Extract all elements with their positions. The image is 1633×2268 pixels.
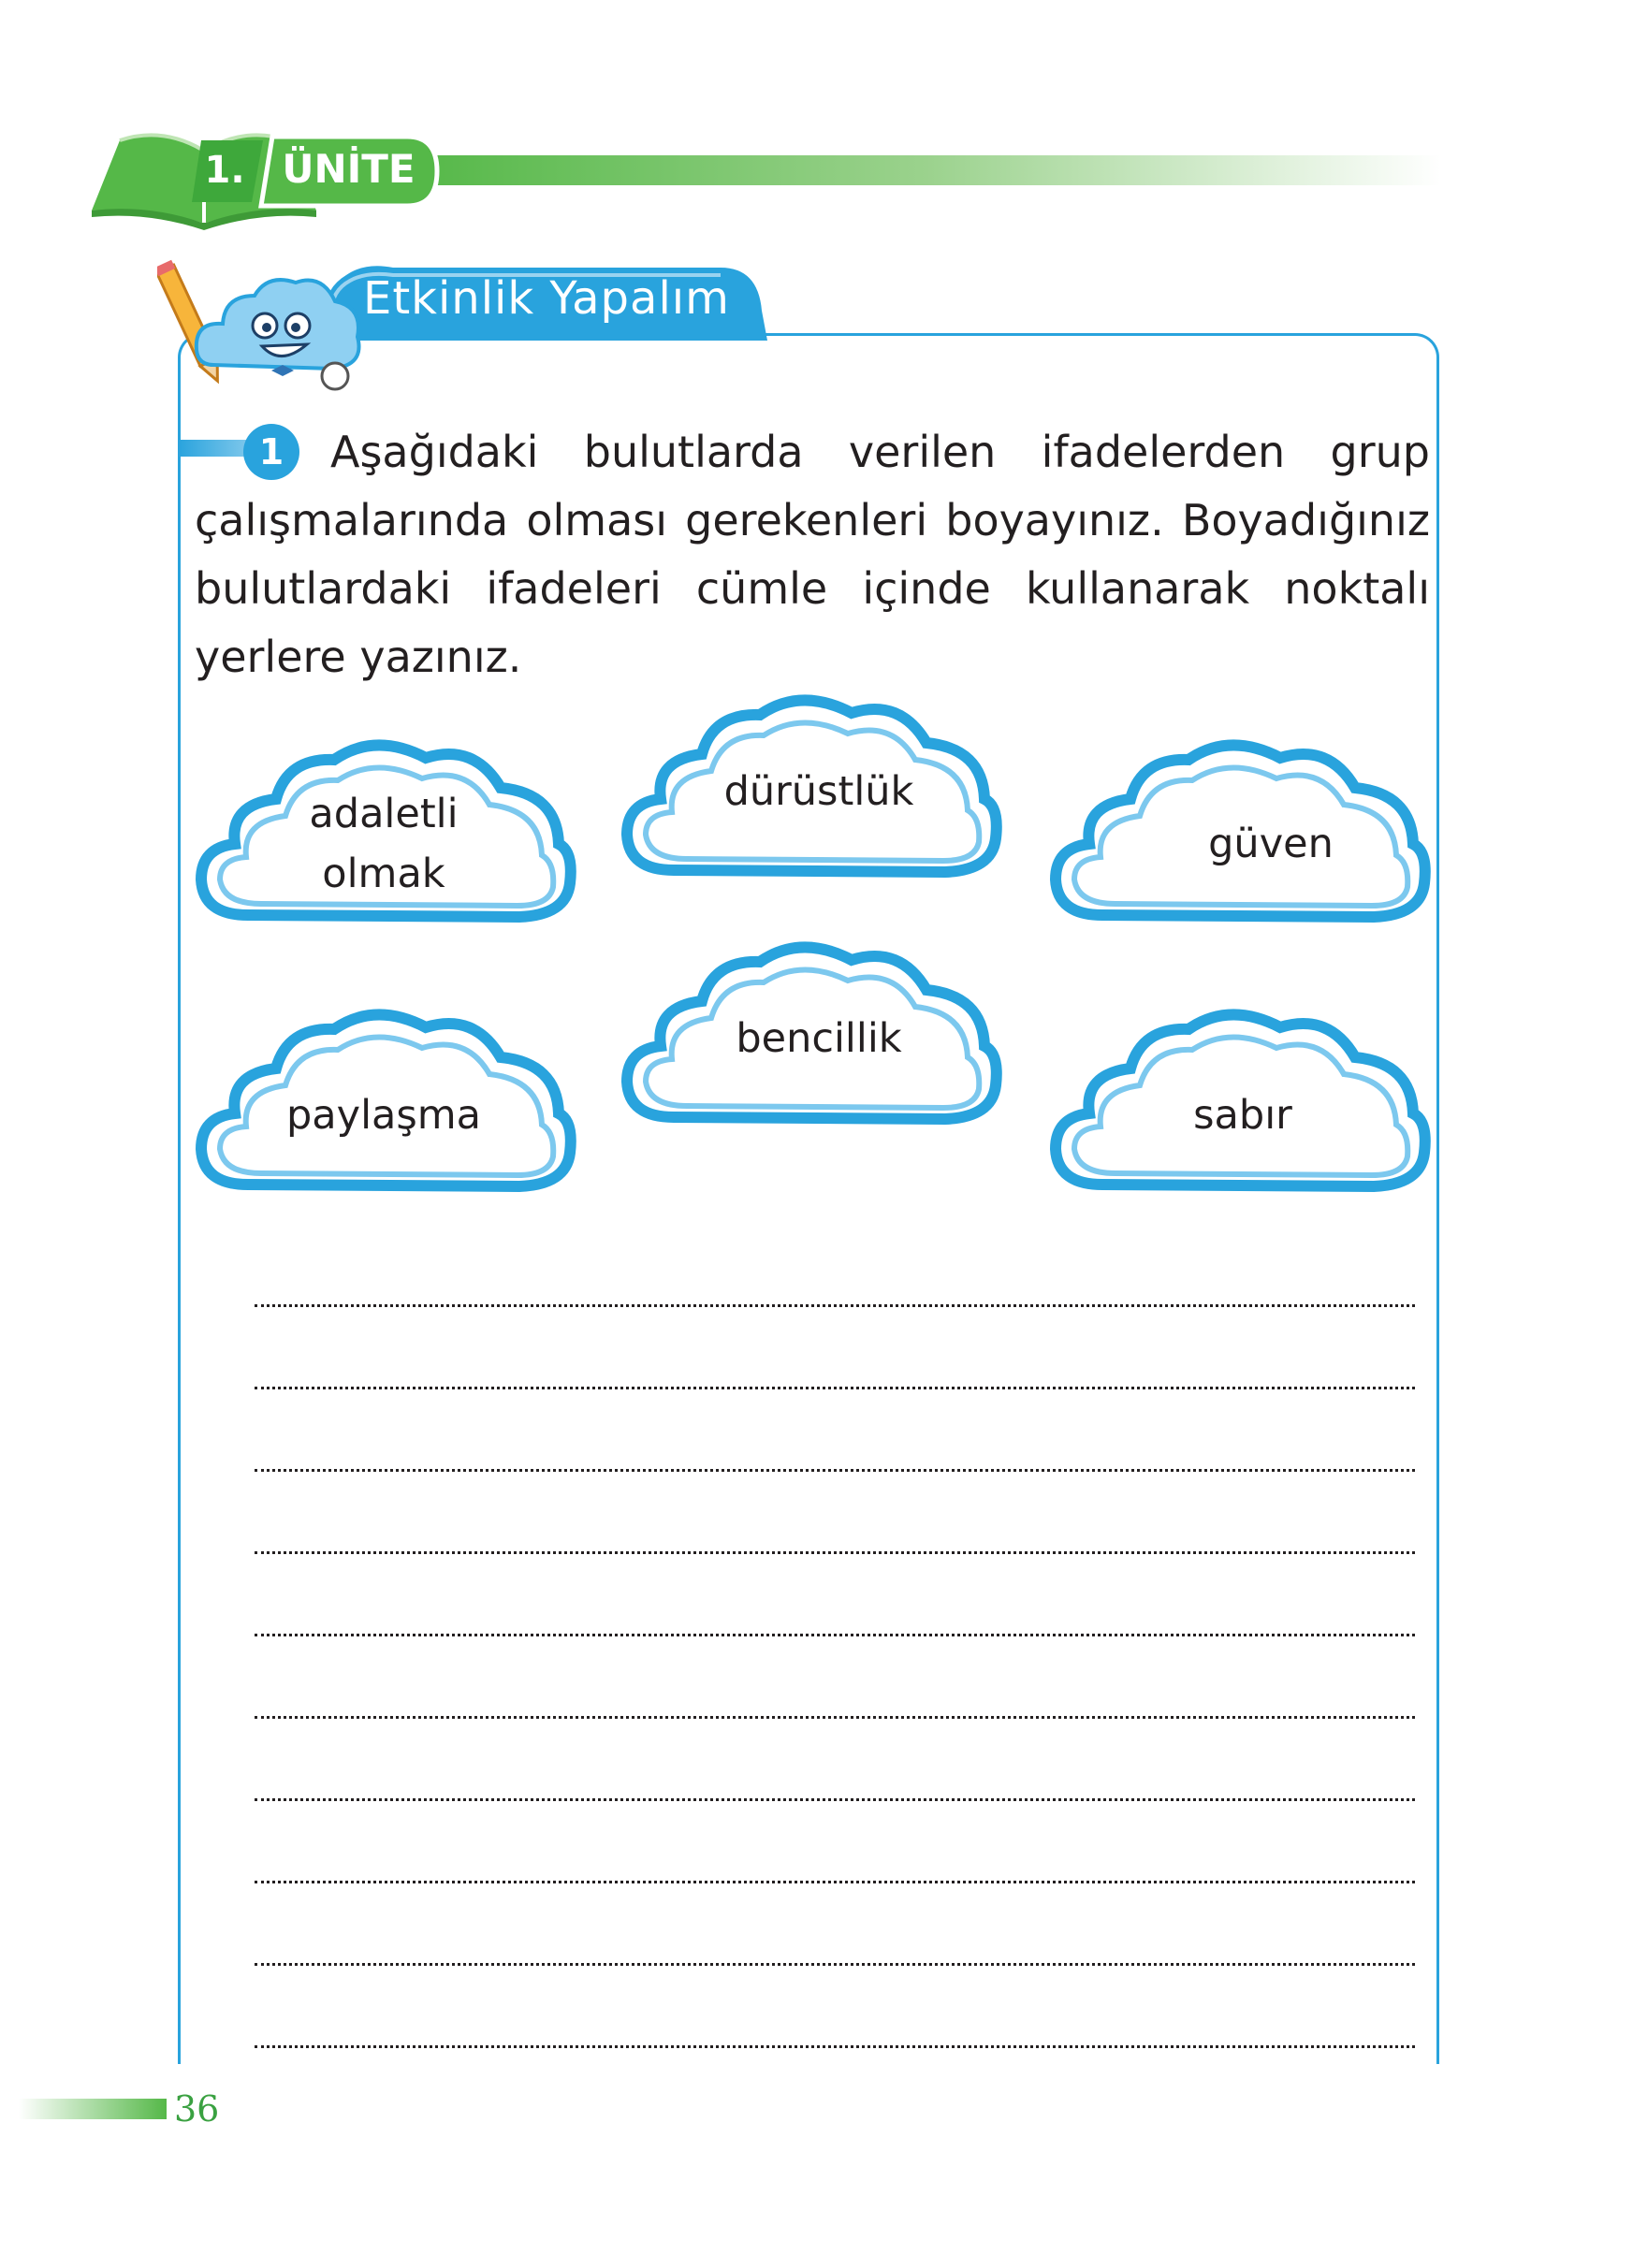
answer-line[interactable] (255, 2045, 1415, 2048)
activity-title: Etkinlik Yapalım (363, 272, 730, 325)
page-number: 36 (174, 2088, 220, 2130)
unit-header-band (412, 155, 1441, 185)
answer-line[interactable] (255, 1716, 1415, 1719)
answer-line[interactable] (255, 1469, 1415, 1472)
cloud-card[interactable] (1046, 999, 1439, 1214)
cloud-label: olmak (322, 850, 445, 897)
cloud-label: bencillik (736, 1015, 902, 1062)
cloud-mascot-icon (157, 253, 372, 402)
cloud-card[interactable] (618, 685, 1011, 900)
answer-line[interactable] (255, 1304, 1415, 1307)
cloud-label: adaletli (309, 791, 459, 837)
answer-line[interactable] (255, 1634, 1415, 1636)
question-number-badge: 1 (243, 424, 299, 480)
cloud-card[interactable] (192, 730, 585, 945)
answer-line[interactable] (255, 1798, 1415, 1801)
answer-line[interactable] (255, 1963, 1415, 1966)
page-number-stripe (19, 2099, 167, 2119)
answer-line[interactable] (255, 1881, 1415, 1883)
answer-line[interactable] (255, 1387, 1415, 1389)
cloud-card[interactable] (1046, 730, 1439, 945)
cloud-card[interactable] (618, 932, 1011, 1147)
cloud-label: paylaşma (285, 1092, 482, 1139)
cloud-label: güven (1208, 821, 1334, 867)
answer-line[interactable] (255, 1551, 1415, 1554)
unit-label: ÜNİTE (282, 146, 416, 192)
cloud-card[interactable] (192, 999, 585, 1214)
unit-number: 1. (204, 149, 245, 192)
cloud-label: dürüstlük (723, 768, 914, 815)
question-text: Aşağıdaki bulutlarda verilen ifadelerden grup çalışmalarında olması gerekenleri boyayınız. Boyadığınız bulutlardaki ifadeleri cümle içinde kullanarak noktalı yerlere yazınız. (195, 427, 1430, 682)
cloud-label: sabır (1193, 1092, 1292, 1139)
